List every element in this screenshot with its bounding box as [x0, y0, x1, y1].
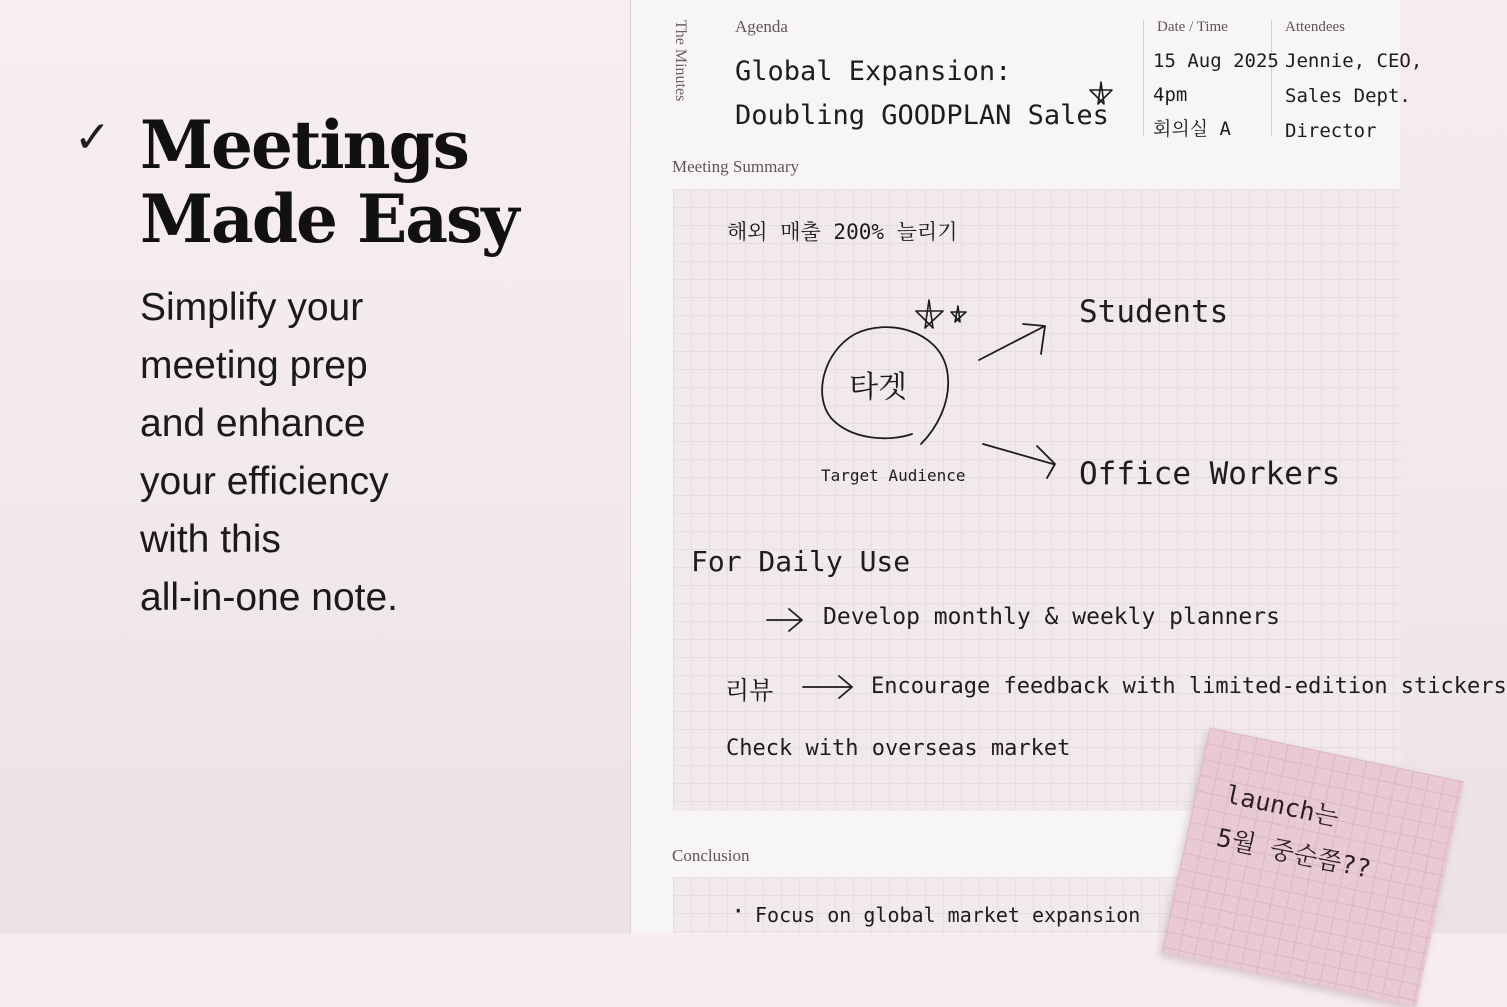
attendees-label: Attendees: [1285, 19, 1345, 35]
note-section-tag: The Minutes: [672, 20, 689, 102]
conclusion-item: Focus on global market expansion: [755, 903, 1141, 927]
arrow-right-icon: [765, 606, 805, 634]
date-time-line: 4pm: [1153, 84, 1188, 106]
conclusion-bullet: ·: [731, 897, 746, 925]
sticky-note-line: launch는: [1223, 779, 1342, 832]
date-time-value[interactable]: [1153, 44, 1279, 146]
checkmark-icon: ✓: [74, 112, 111, 163]
sticky-note-line: 5월 중순쯤??: [1214, 822, 1374, 884]
date-time-label: Date / Time: [1157, 19, 1228, 35]
target-circle-label: 타겟: [849, 370, 907, 405]
date-time-line: 15 Aug 2025: [1153, 50, 1279, 72]
agenda-title[interactable]: [735, 50, 1135, 138]
review-label: 리뷰: [725, 676, 774, 705]
sticky-note-text: [1212, 773, 1384, 892]
agenda-title-line: Global Expansion:: [735, 56, 1012, 87]
meeting-summary-area[interactable]: [673, 189, 1401, 811]
attendees-line: Director: [1285, 120, 1377, 142]
header-divider: [1143, 20, 1144, 136]
attendees-line: Sales Dept.: [1285, 85, 1411, 107]
meeting-summary-label: Meeting Summary: [672, 157, 800, 176]
conclusion-label: Conclusion: [672, 846, 750, 865]
summary-goal: 해외 매출 200% 늘리기: [727, 220, 958, 244]
target-office-workers: Office Workers: [1079, 456, 1341, 492]
body-line: and enhance: [140, 402, 366, 445]
headline-line: Made Easy: [140, 180, 518, 258]
arrow-right-icon: [801, 673, 855, 701]
target-caption: Target Audience: [821, 466, 966, 485]
meeting-note-page[interactable]: [630, 0, 1507, 933]
agenda-label: Agenda: [735, 17, 788, 36]
daily-use-item: Develop monthly & weekly planners: [823, 604, 1280, 630]
attendees-value[interactable]: [1285, 44, 1423, 149]
body-copy: [140, 279, 570, 627]
agenda-title-line: Doubling GOODPLAN Sales: [735, 100, 1109, 131]
body-line: Simplify your: [140, 286, 364, 329]
arrow-right-icon: [981, 440, 1061, 482]
body-line: meeting prep: [140, 344, 368, 387]
check-item: Check with overseas market: [726, 736, 1071, 761]
arrow-up-right-icon: [977, 322, 1051, 364]
body-line: with this: [140, 518, 281, 561]
sticky-note[interactable]: [1162, 727, 1464, 1006]
target-students: Students: [1079, 294, 1229, 330]
headline-line: Meetings: [140, 106, 468, 184]
review-item: Encourage feedback with limited-edition stickers: [871, 674, 1507, 699]
marketing-panel: [0, 0, 630, 933]
attendees-line: Jennie, CEO,: [1285, 50, 1423, 72]
body-line: your efficiency: [140, 460, 389, 503]
body-line: all-in-one note.: [140, 576, 398, 619]
headline: [140, 108, 600, 256]
date-time-line: 회의실 A: [1153, 118, 1231, 140]
star-doodle-icon: [1087, 80, 1115, 108]
daily-use-heading: For Daily Use: [691, 545, 911, 578]
star-doodle-icon: [913, 298, 971, 332]
